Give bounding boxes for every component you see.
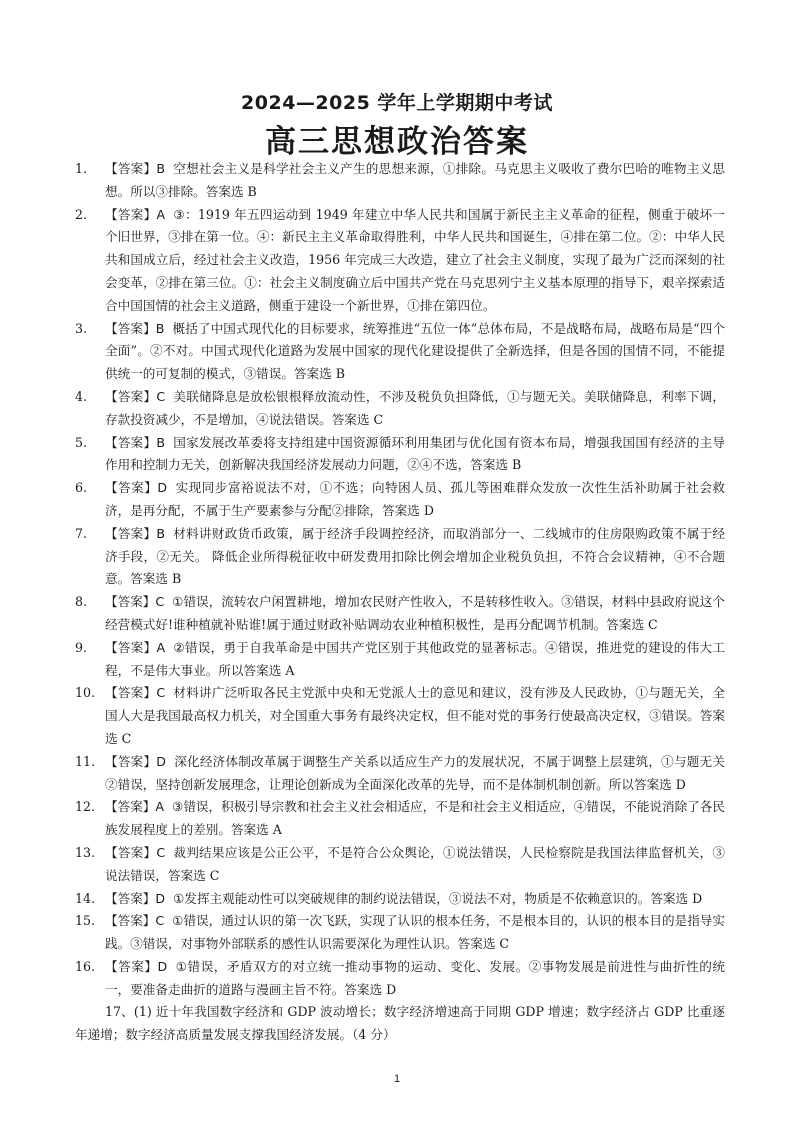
answer-explanation: 概括了中国式现代化的目标要求，统筹推进“五位一体”总体布局，不是战略布局，战略布局是“四个全面”。②不对。中国式现代化道路为发展中国家的现代化建设提供了全新选择，但是各国的国情不同，不能提供统一的可复制的模式，③错误。答案选 B [105, 320, 725, 382]
item-number: 5. [75, 434, 88, 450]
answer-explanation: 材料讲广泛听取各民主党派中央和无党派人士的意见和建议，没有涉及人民政协，①与题无关，全国人大是我国最高权力机关，对全国重大事务有最终决定权，但不能对党的事务行使最高决定权，③错误。答案选 C [105, 685, 726, 746]
item-number: 11. [75, 753, 96, 769]
answer-item-16 [75, 956, 725, 1002]
answer-item-1 [75, 158, 725, 204]
answer-item-7 [75, 523, 725, 591]
answer-label: 【答案】A [105, 206, 166, 222]
answer-list [75, 158, 725, 1047]
answer-label: 【答案】B [105, 161, 165, 176]
answer-label: 【答案】C [105, 913, 165, 929]
answer-explanation: 裁判结果应该是公正公平，不是符合公众舆论，①说法错误，人民检察院是我国法律监督机关，③说法错误，答案选 C [105, 844, 726, 883]
answer-explanation: ①发挥主观能动性可以突破规律的制约说法错误，③说法不对，物质是不依赖意识的。答案选 D [173, 890, 703, 906]
answer-explanation: 深化经济体制改革属于调整生产关系以适应生产力的发展状况，不属于调整上层建筑，①与题无关②错误，坚持创新发展理念，让理论创新成为全面深化改革的先导，而不是体制机制创新。所以答案选 D [105, 753, 726, 792]
item-number: 16. [75, 958, 96, 974]
item-number: 13. [75, 844, 96, 860]
answer-label: 【答案】B [105, 525, 165, 541]
answer-label: 【答案】C [105, 685, 166, 701]
answer-label: 【答案】B [105, 320, 165, 336]
question-17-answer: 17、(1) 近十年我国数字经济和 GDP 波动增长；数字经济增速高于同期 GDP 增速；数字经济占 GDP 比重逐年递增；数字经济高质量发展支撑我国经济发展。（4 分） [75, 1004, 725, 1043]
answer-item-4 [75, 386, 725, 432]
answer-item-9 [75, 637, 725, 683]
answer-item-12 [75, 796, 725, 842]
answer-label: 【答案】D [105, 753, 166, 769]
answer-item-14 [75, 888, 725, 911]
exam-title: 2024—2025 学年上学期期中考试 [241, 92, 553, 114]
item-number: 10. [75, 685, 96, 701]
item-number: 6. [75, 480, 88, 496]
answer-explanation: ①错误，矛盾双方的对立统一推动事物的运动、变化、发展。②事物发展是前进性与曲折性的统一，要准备走曲折的道路与漫画主旨不符。答案选 D [105, 958, 725, 997]
answer-explanation: 实现同步富裕说法不对，①不选；向特困人员、孤儿等困难群众发放一次性生活补助属于社会救济，是再分配，不属于生产要素参与分配②排除，答案选 D [105, 480, 726, 518]
answer-explanation: ③：1919 年五四运动到 1949 年建立中华人民共和国属于新民主主义革命的征程，侧重于破坏一个旧世界，③排在第一位。④：新民主主义革命取得胜利，中华人民共和国诞生，④排在第二位。②：中华人民共和国成立后，经过社会主义改造，1956 年完成三大改造，建立了社会主义制度，实现了最为广泛而深刻的社会变革，②排在第三位。①：社会主义制度确立后中国共产党在马克思列宁主义基本原理的指导下，艰辛探索适合中国国情的社会主义道路，侧重于建设一个新世界，①排在第四位。 [105, 206, 725, 313]
subject-title: 高三思想政治答案 [265, 124, 529, 160]
answer-explanation: 材料讲财政货币政策，属于经济手段调控经济，而取消部分一、二线城市的住房限购政策不属于经济手段，②无关。 降低企业所得税征收中研发费用扣除比例会增加企业税负负担，不符合会议精神，④不合题意。答案选 B [105, 525, 726, 587]
answer-explanation: ③错误，积极引导宗教和社会主义社会相适应，不是和社会主义相适应，④错误，不能说消除了各民族发展程度上的差别。答案选 A [105, 799, 725, 838]
item-number: 15. [75, 913, 96, 929]
answer-explanation: 美联储降息是放松银根释放流动性，不涉及税负负担降低，①与题无关。美联储降息，利率下调，存款投资减少，不是增加，④说法错误。答案选 C [105, 388, 726, 427]
answer-item-10 [75, 682, 725, 750]
item-number: 4. [75, 388, 88, 404]
item-number: 8. [75, 594, 88, 610]
answer-explanation: ①错误，通过认识的第一次飞跃，实现了认识的根本任务，不是根本目的，认识的根本目的是指导实践。③错误，对事物外部联系的感性认识需要深化为理性认识。答案选 C [105, 913, 725, 952]
answer-item-15 [75, 910, 725, 956]
page-number: 1 [393, 1073, 401, 1085]
item-number: 3. [75, 320, 88, 336]
answer-label: 【答案】D [105, 480, 168, 496]
item-number: 2. [75, 206, 88, 222]
answer-label: 【答案】A [105, 799, 165, 815]
answer-explanation: ②错误，勇于自我革命是中国共产党区别于其他政党的显著标志。④错误，推进党的建设的伟大工程，不是伟大事业。所以答案选 A [105, 639, 725, 678]
answer-label: 【答案】D [105, 958, 168, 974]
answer-item-8 [75, 591, 725, 637]
answer-item-2 [75, 204, 725, 318]
answer-label: 【答案】D [105, 890, 166, 906]
answer-label: 【答案】C [105, 594, 165, 610]
item-number: 7. [75, 525, 88, 541]
answer-label: 【答案】A [105, 639, 166, 655]
answer-item-3 [75, 318, 725, 386]
answer-label: 【答案】C [105, 388, 166, 404]
answer-explanation: ①错误，流转农户闲置耕地，增加农民财产性收入，不是转移性收入。③错误，材料中县政府说这个经营模式好!谁种植就补贴谁!属于通过财政补贴调动农业种植积极性，是再分配调节机制。答案选 C [105, 594, 725, 632]
answer-item-5 [75, 432, 725, 478]
answer-explanation: 国家发展改革委将支持组建中国资源循环利用集团与优化国有资本布局，增强我国国有经济的主导作用和控制力无关，创新解决我国经济发展动力问题，②④不选，答案选 B [105, 434, 726, 473]
item-number: 1. [75, 161, 88, 176]
answer-item-13 [75, 842, 725, 888]
item-number: 9. [75, 639, 88, 655]
item-number: 14. [75, 890, 96, 906]
answer-item-6 [75, 477, 725, 523]
answer-label: 【答案】C [105, 844, 166, 860]
answer-explanation: 空想社会主义是科学社会主义产生的思想来源，①排除。马克思主义吸收了费尔巴哈的唯物主义思想。所以③排除。答案选 B [105, 161, 726, 199]
answer-item-11 [75, 751, 725, 797]
item-number: 12. [75, 799, 96, 815]
answer-label: 【答案】B [105, 434, 165, 450]
